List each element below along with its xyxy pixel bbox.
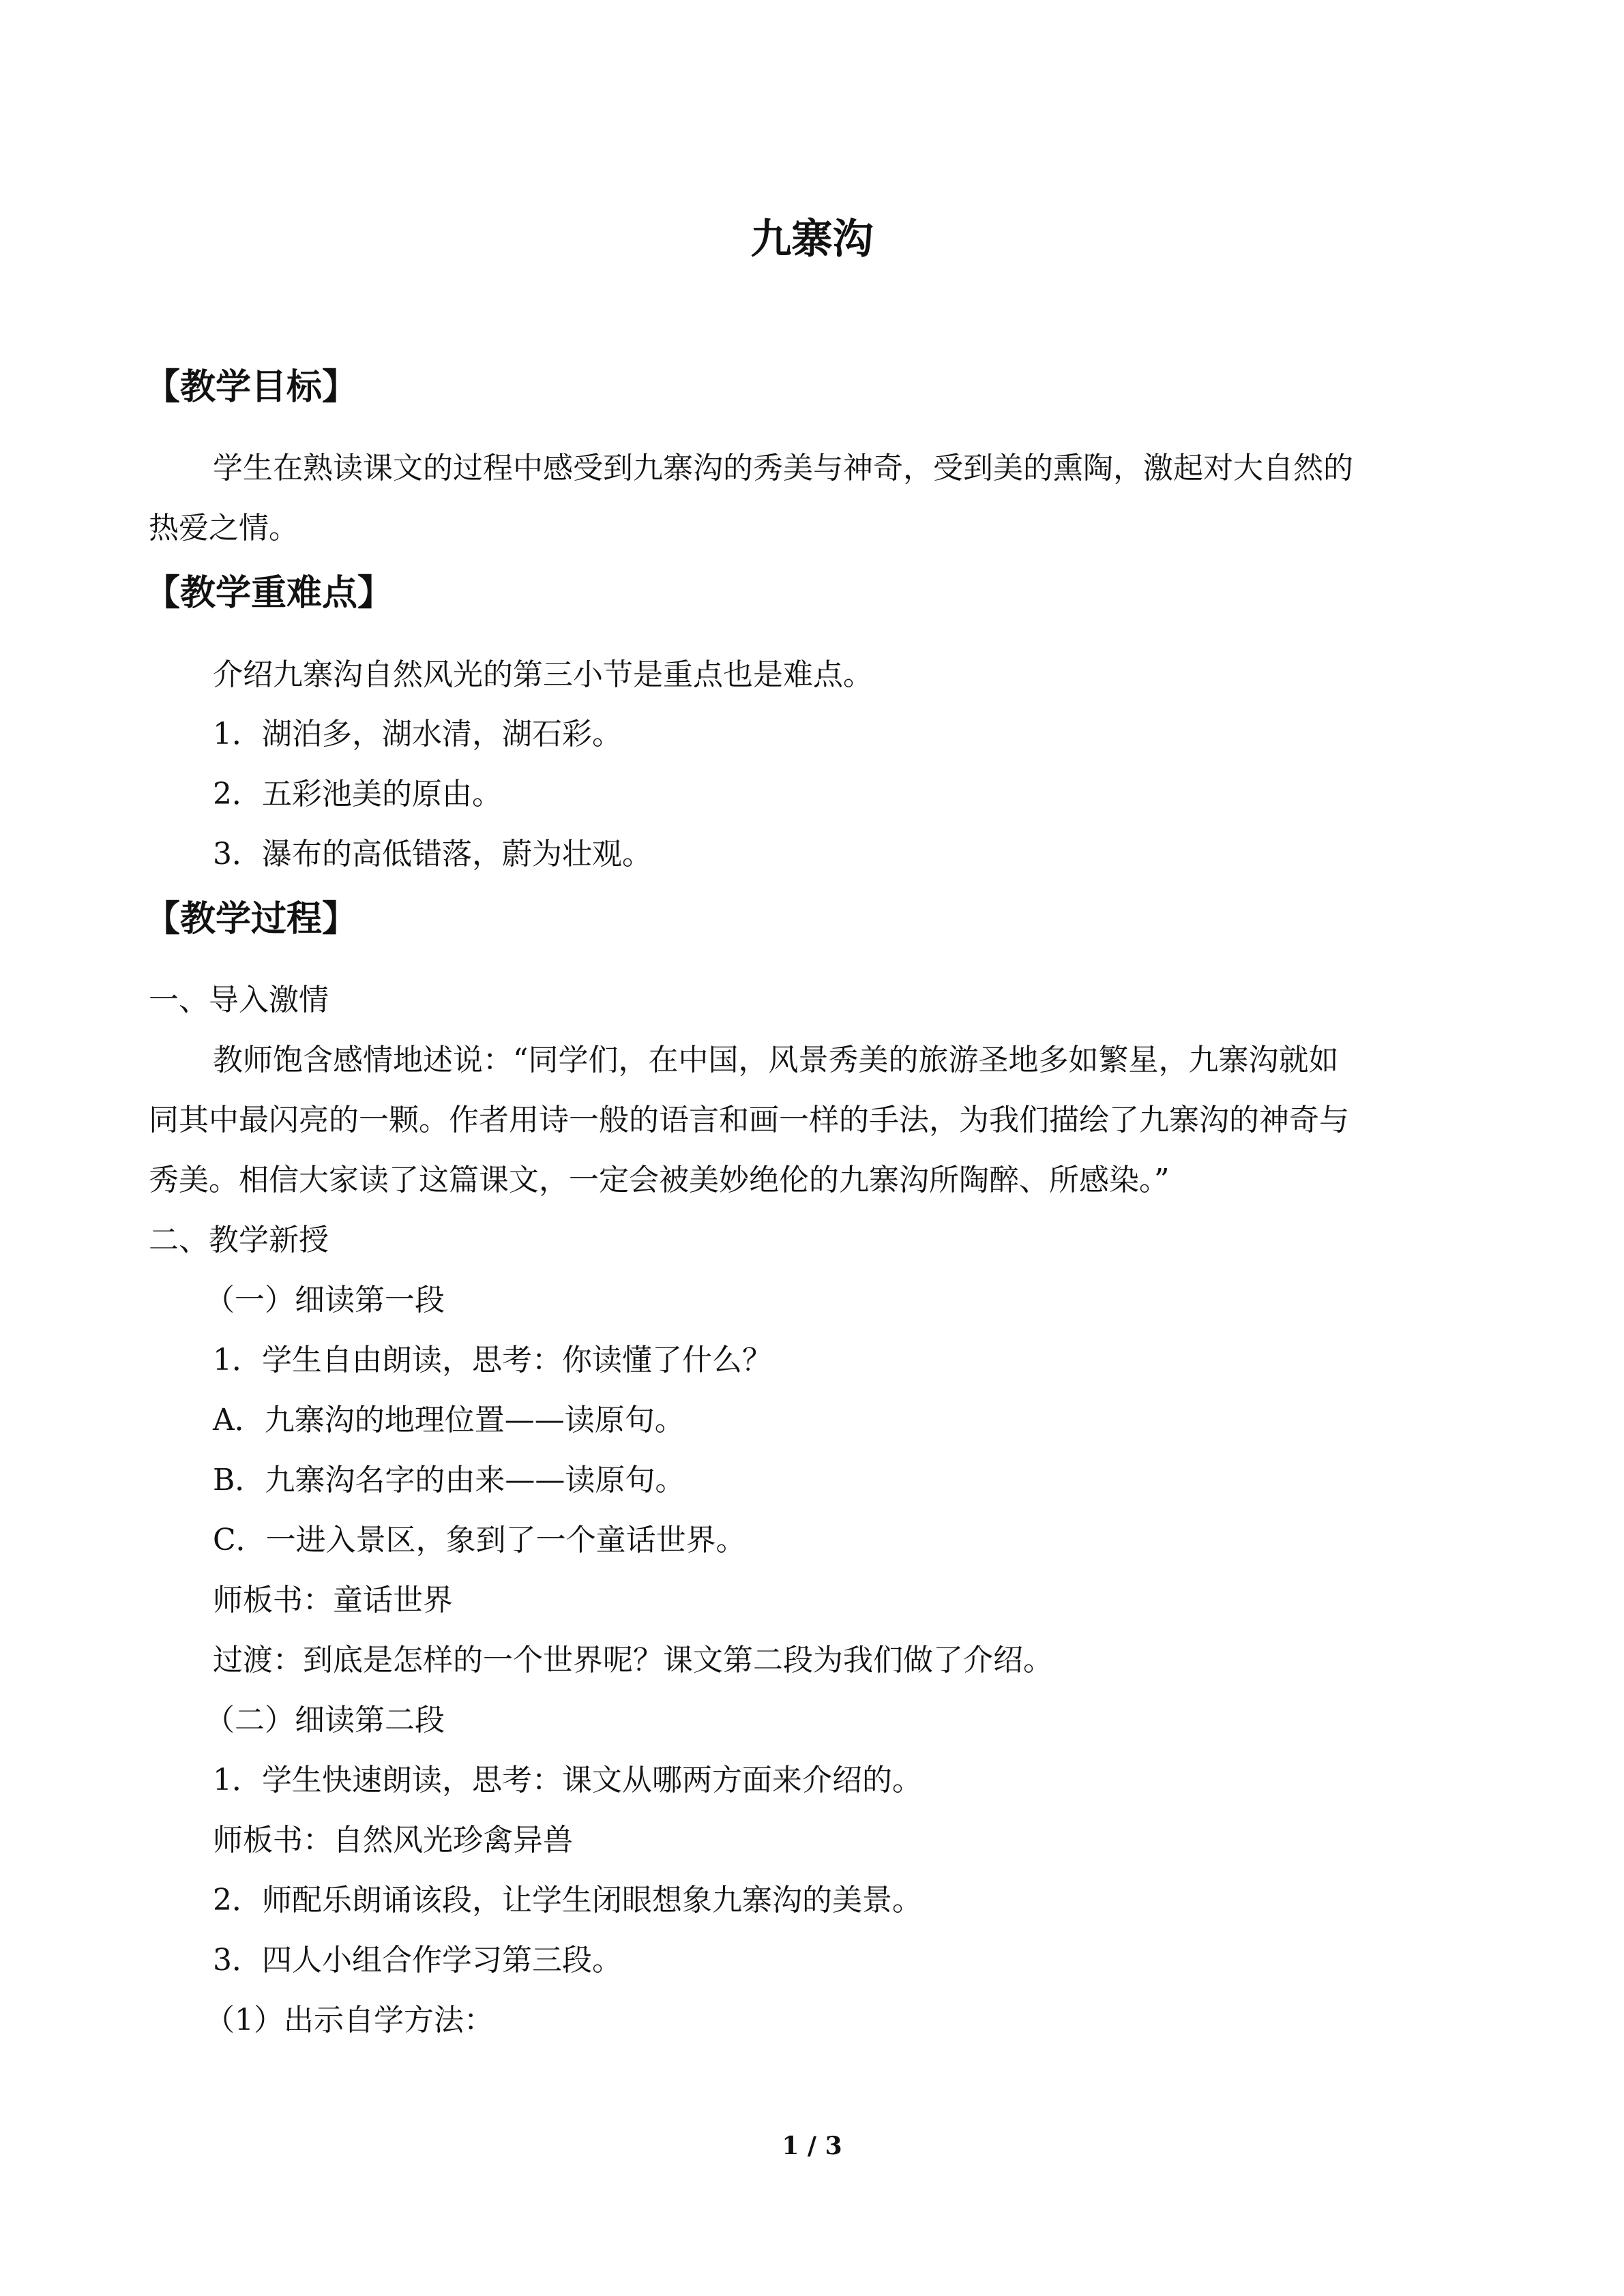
list-item: 2．师配乐朗诵该段，让学生闭眼想象九寨沟的美景。 [213,1883,922,1918]
paragraph-line: 过渡：到底是怎样的一个世界呢？课文第二段为我们做了介绍。 [213,1643,1053,1678]
list-item: 1．学生自由朗读，思考：你读懂了什么？ [213,1343,772,1377]
subheading: 一、导入激情 [149,983,329,1017]
section-heading-process: 【教学过程】 [145,898,358,940]
list-item: 1．湖泊多，湖水清，湖石彩。 [213,717,622,751]
paragraph-line: 教师饱含感情地述说：“同学们，在中国，风景秀美的旅游圣地多如繁星，九寨沟就如 [213,1043,1339,1077]
section-heading-objectives: 【教学目标】 [145,366,358,408]
list-item: B．九寨沟名字的由来——读原句。 [213,1463,685,1497]
paragraph-line: 同其中最闪亮的一颗。作者用诗一般的语言和画一样的手法，为我们描绘了九寨沟的神奇与 [149,1103,1349,1137]
paragraph-line: 学生在熟读课文的过程中感受到九寨沟的秀美与神奇，受到美的熏陶，激起对大自然的 [213,451,1353,486]
list-item: C．一进入景区，象到了一个童话世界。 [213,1523,746,1557]
list-item: （1）出示自学方法： [205,2003,494,2038]
subheading: （一）细读第一段 [205,1283,445,1317]
list-item: A．九寨沟的地理位置——读原句。 [213,1403,685,1437]
page-number: 1 / 3 [782,2132,842,2160]
section-heading-key-points: 【教学重难点】 [145,572,394,614]
subheading: 二、教学新授 [149,1223,329,1257]
list-item: 1．学生快速朗读，思考：课文从哪两方面来介绍的。 [213,1763,922,1798]
paragraph-line: 介绍九寨沟自然风光的第三小节是重点也是难点。 [213,657,873,692]
document-title: 九寨沟 [750,215,874,263]
paragraph-line: 师板书：自然风光珍禽异兽 [213,1823,573,1858]
list-item: 3．四人小组合作学习第三段。 [213,1943,622,1978]
subheading: （二）细读第二段 [205,1703,445,1738]
list-item: 2．五彩池美的原由。 [213,777,502,811]
list-item: 3．瀑布的高低错落，蔚为壮观。 [213,837,652,871]
paragraph-line: 热爱之情。 [149,511,299,546]
paragraph-line: 秀美。相信大家读了这篇课文，一定会被美妙绝伦的九寨沟所陶醉、所感染。” [149,1163,1170,1197]
paragraph-line: 师板书：童话世界 [213,1583,453,1617]
